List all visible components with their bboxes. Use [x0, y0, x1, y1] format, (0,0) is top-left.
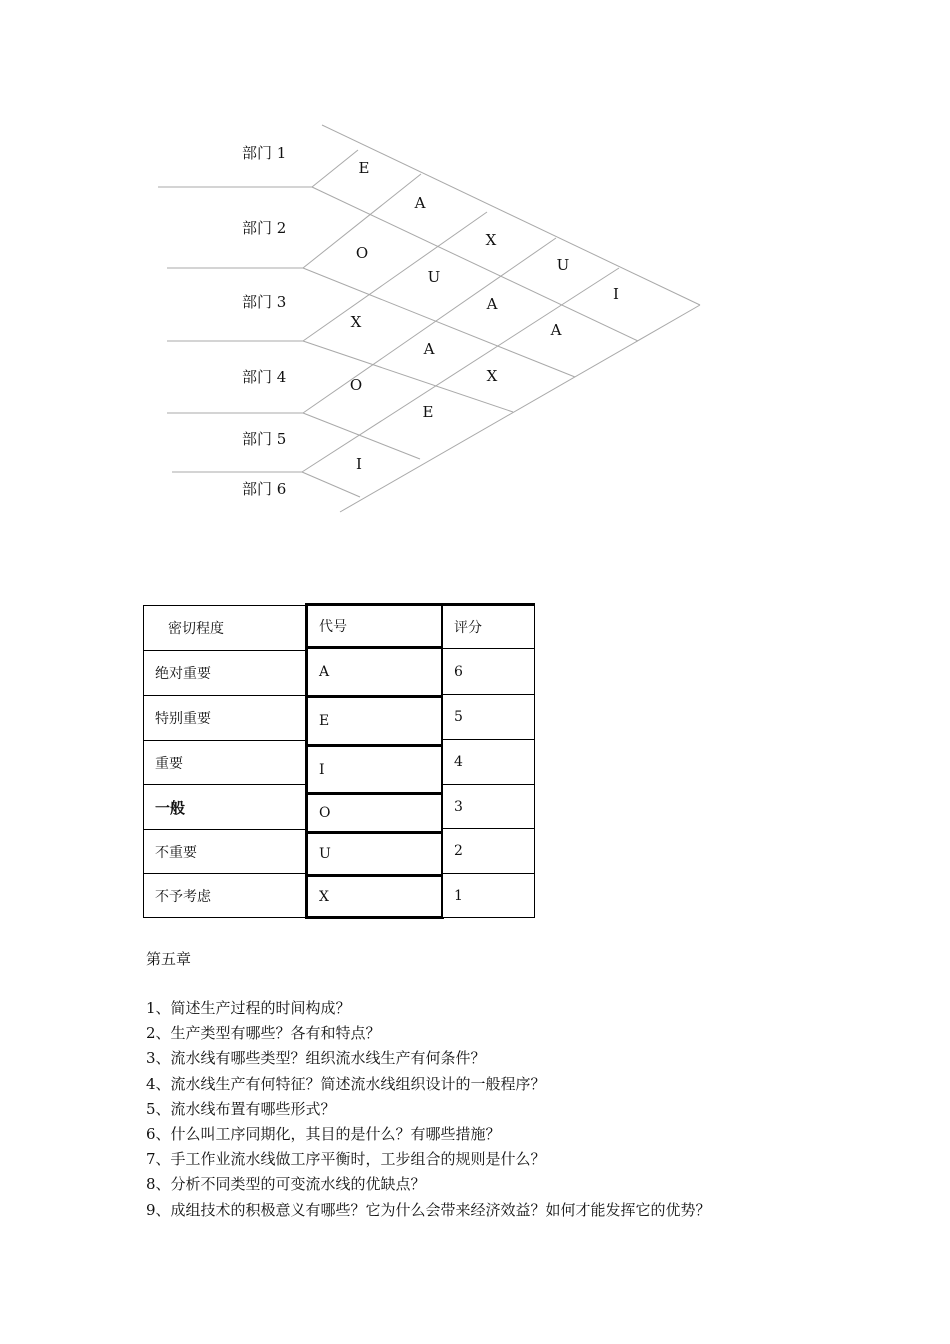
question-item: 1、简述生产过程的时间构成？: [146, 999, 351, 1017]
relationship-code-2-3: O: [355, 244, 369, 262]
relationship-code-3-5: A: [423, 340, 435, 358]
table-cell-closeness: 不予考虑: [143, 873, 308, 918]
relationship-code-1-4: X: [485, 231, 497, 249]
department-label: 部门 5: [242, 430, 287, 448]
question-item: 8、分析不同类型的可变流水线的优缺点？: [146, 1175, 426, 1194]
relationship-code-4-6: E: [422, 403, 434, 421]
matrix-grid-lines: [158, 125, 700, 512]
relationship-code-5-6: I: [356, 455, 362, 473]
table-cell-code: E: [305, 697, 444, 747]
chapter-heading: 第五章: [146, 950, 192, 968]
relationship-matrix-diagram: [0, 0, 950, 560]
table-cell-closeness: 绝对重要: [143, 650, 308, 696]
question-item: 3、流水线有哪些类型？组织流水线生产有何条件？: [146, 1049, 486, 1068]
question-list: [146, 996, 711, 1223]
table-cell-closeness: 不重要: [143, 829, 308, 875]
question-item: 9、成组技术的积极意义有哪些？它为什么会带来经济效益？如何才能发挥它的优势？: [146, 1200, 711, 1219]
relationship-code-3-6: X: [486, 367, 498, 385]
table-cell-code: O: [305, 794, 444, 834]
table-cell-code: U: [305, 833, 444, 877]
relationship-code-2-4: U: [427, 268, 441, 286]
relationship-code-4-5: O: [349, 376, 363, 394]
department-labels: [242, 144, 286, 498]
table-cell-closeness: 特别重要: [143, 695, 308, 741]
table-cell-score: 6: [441, 648, 535, 695]
question-item: 4、流水线生产有何特征？简述流水线组织设计的一般程序？: [146, 1074, 546, 1093]
relationship-code-3-4: X: [350, 313, 362, 331]
department-label: 部门 4: [242, 368, 287, 386]
relationship-code-1-6: I: [613, 285, 619, 303]
department-label: 部门 3: [242, 293, 287, 311]
department-label: 部门 2: [242, 219, 287, 237]
table-cell-score: 5: [441, 694, 535, 740]
question-item: 2、生产类型有哪些？各有和特点？: [146, 1024, 381, 1043]
table-cell-code: X: [305, 876, 444, 919]
table-cell-code: A: [305, 648, 444, 698]
department-label: 部门 6: [242, 480, 287, 498]
table-cell-closeness: 一般: [143, 784, 308, 830]
table-cell-score: 4: [441, 739, 535, 785]
relationship-code-1-5: U: [556, 256, 570, 274]
relationship-code-2-5: A: [486, 295, 498, 313]
relationship-codes: [350, 159, 619, 473]
department-label: 部门 1: [242, 144, 287, 162]
question-item: 7、手工作业流水线做工序平衡时，工步组合的规则是什么？: [146, 1150, 546, 1169]
table-cell-closeness: 重要: [143, 740, 308, 786]
table-header-closeness: 密切程度: [143, 605, 308, 651]
relationship-code-2-6: A: [550, 321, 562, 339]
question-item: 5、流水线布置有哪些形式？: [146, 1099, 336, 1118]
table-cell-score: 2: [441, 828, 535, 874]
table-cell-score: 3: [441, 784, 535, 829]
table-cell-score: 1: [441, 873, 535, 918]
table-cell-code: I: [305, 746, 444, 795]
question-item: 6、什么叫工序同期化，其目的是什么？有哪些措施？: [146, 1124, 501, 1143]
relationship-code-1-3: A: [414, 194, 426, 212]
table-header-code: 代号: [305, 603, 444, 649]
relationship-code-1-2: E: [358, 159, 370, 177]
table-header-score: 评分: [441, 603, 535, 649]
